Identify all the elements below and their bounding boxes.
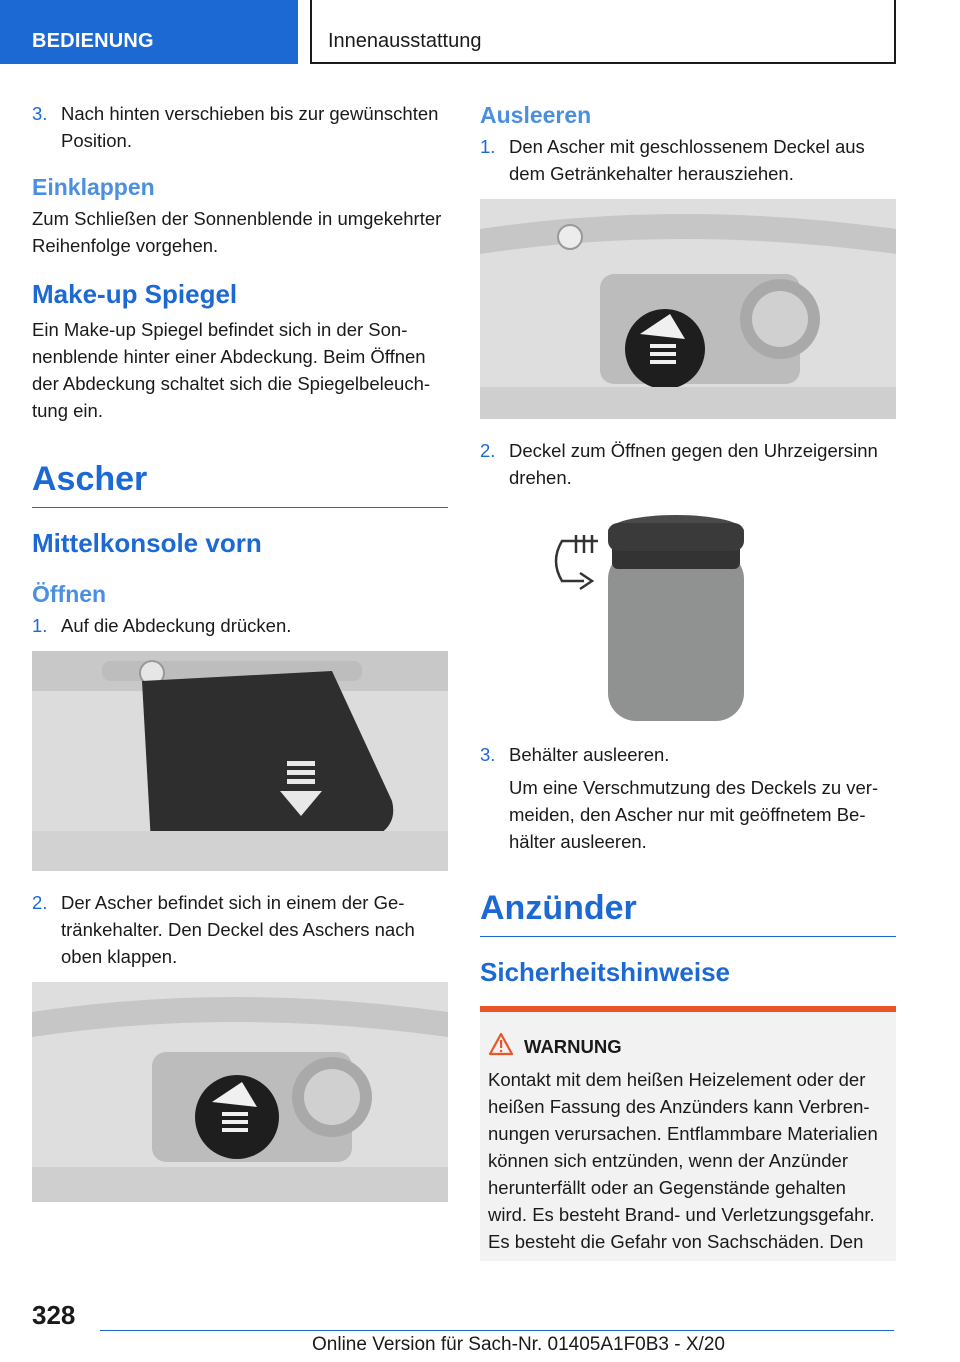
step-item <box>32 100 448 154</box>
chapter-tab <box>0 0 298 64</box>
step-item <box>480 437 896 491</box>
step-text: Behälter ausleeren. <box>509 744 670 765</box>
illustration-ashtray-lid <box>480 501 896 733</box>
heading-einklappen: Einklappen <box>32 174 155 200</box>
warning-text: Kontakt mit dem heißen Heizelement oder der heißen Fassung des Anzünders kann Verbrennungen verursachen. Entflammbare Materialien können sich entzünden, wenn der Anzünder herunterfällt oder an Gegenstände gehalten wird. Es besteht Brand- und Verletzungsgefahr. Es besteht die Gefahr von Sachschäden. Den <box>488 1069 878 1252</box>
step-number: 3. <box>480 744 496 765</box>
warning-triangle-icon <box>488 1032 514 1061</box>
heading-ausleeren: Ausleeren <box>480 102 592 128</box>
step-item <box>480 133 896 187</box>
section-title: Innenausstattung <box>328 30 482 52</box>
step-number: 1. <box>480 136 496 157</box>
right-column <box>480 100 896 1261</box>
illustration-remove-ashtray <box>480 199 896 419</box>
step-text: Nach hinten verschieben bis zur gewünschten Position. <box>61 103 439 151</box>
paragraph-makeup: Ein Make-up Spiegel befindet sich in der Sonnenblende hinter einer Abdeckung. Beim Öffnen der Abdeckung schaltet sich die Spiegelbeleuchtung ein. <box>32 319 431 421</box>
section-header <box>310 0 896 64</box>
step-note: Um eine Verschmutzung des Deckels zu vermeiden, den Ascher nur mit geöffnetem Behälter ausleeren. <box>509 777 879 852</box>
step-text: Der Ascher befindet sich in einem der Getränkehalter. Den Deckel des Aschers nach oben klappen. <box>61 892 415 967</box>
warning-box <box>480 1006 896 1261</box>
chapter-label: BEDIENUNG <box>32 30 154 52</box>
heading-anzuender: Anzünder <box>480 889 896 937</box>
step-number: 2. <box>480 440 496 461</box>
illustration-cupholder-ashtray <box>32 982 448 1202</box>
step-number: 3. <box>32 103 48 124</box>
page-number: 328 <box>32 1300 76 1330</box>
footer-version: Online Version für Sach-Nr. 01405A1F0B3 - X/20 <box>312 1334 725 1355</box>
step-text: Den Ascher mit geschlossenem Deckel aus dem Getränkehalter herausziehen. <box>509 136 865 184</box>
rotate-ccw-icon <box>556 535 598 589</box>
step-item <box>32 612 448 639</box>
left-column <box>32 100 448 1220</box>
illustration-console-cover <box>32 651 448 871</box>
heading-sicherheitshinweise: Sicherheitshinweise <box>480 957 730 987</box>
step-item <box>32 889 448 970</box>
step-item <box>480 741 896 768</box>
step-text: Deckel zum Öffnen gegen den Uhrzeigersinn drehen. <box>509 440 878 488</box>
paragraph-einklappen: Zum Schließen der Sonnenblende in umgekehrter Reihenfolge vorgehen. <box>32 208 442 256</box>
step-number: 2. <box>32 892 48 913</box>
heading-ascher: Ascher <box>32 460 448 508</box>
heading-makeup-spiegel: Make-up Spiegel <box>32 279 238 309</box>
step-number: 1. <box>32 615 48 636</box>
heading-mittelkonsole: Mittelkonsole vorn <box>32 528 262 558</box>
step-text: Auf die Abdeckung drücken. <box>61 615 292 636</box>
footer-divider <box>100 1330 894 1331</box>
warning-title <box>524 1036 888 1058</box>
heading-oeffnen: Öffnen <box>32 581 107 607</box>
warning-title-text: WARNUNG <box>524 1036 622 1057</box>
